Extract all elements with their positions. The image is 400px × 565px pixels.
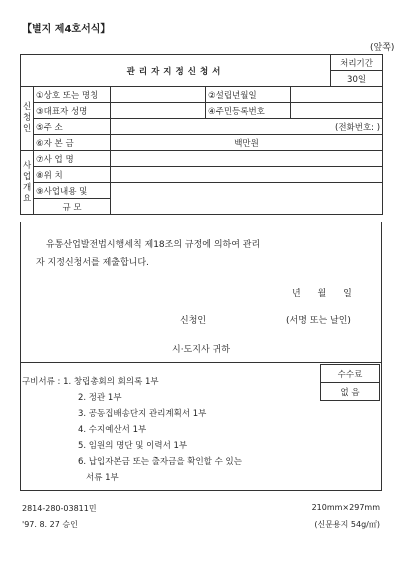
business-content-value[interactable] (111, 183, 383, 215)
form-title: 관리자지정신청서 (21, 55, 331, 87)
fee-value: 없 음 (321, 383, 380, 401)
applicant-group-label: 신 청 인 (21, 87, 34, 151)
footer-size: 210mm×297mm (311, 503, 380, 512)
business-name-value[interactable] (111, 151, 383, 167)
business-content-label: ⑨사업내용 및 (34, 183, 111, 199)
processing-label: 처리기간 (331, 55, 383, 71)
footer-code: 2814-280-03811민 (22, 504, 97, 513)
applicant-label: 신청인 (180, 316, 207, 326)
footer-paper: (신문용지 54g/㎡) (314, 520, 380, 529)
seal-label: (서명 또는 날인) (286, 316, 351, 326)
location-value[interactable] (111, 167, 383, 183)
required-documents (22, 374, 242, 486)
documents-label: 구비서류 : 1. 창립총회의 회의록 1부 (22, 377, 159, 387)
document-item: 5. 임원의 명단 및 이력서 1부 (78, 441, 188, 451)
company-name-label: ①상호 또는 명칭 (34, 87, 111, 103)
business-group-label: 사 업 개 요 (21, 151, 34, 215)
company-name-value[interactable] (111, 87, 206, 103)
document-item: 2. 정관 1부 (78, 393, 122, 403)
business-scale-label: 규 모 (34, 199, 111, 215)
representative-value[interactable] (111, 103, 206, 119)
document-item: 서류 1부 (86, 473, 119, 483)
capital-value[interactable]: 백만원 (111, 135, 383, 151)
established-label: ②설립년월일 (206, 87, 291, 103)
processing-days: 30일 (331, 71, 383, 87)
fee-table (320, 364, 380, 401)
statement-line-1: 유통산업발전법시행세칙 제18조의 규정에 의하여 관리 (46, 240, 261, 250)
fee-label: 수수료 (321, 365, 380, 383)
form-number: 【별지 제4호서식】 (22, 24, 111, 35)
page-side: (앞쪽) (370, 43, 395, 53)
capital-label: ⑥자 본 금 (34, 135, 111, 151)
address-label: ⑤주 소 (34, 119, 111, 135)
representative-label: ③대표자 성명 (34, 103, 111, 119)
addressee: 시·도지사 귀하 (172, 345, 230, 355)
document-item: 4. 수지예산서 1부 (78, 425, 147, 435)
application-table (20, 54, 383, 215)
location-label: ⑧위 치 (34, 167, 111, 183)
business-name-label: ⑦사 업 명 (34, 151, 111, 167)
document-item: 3. 공동집배송단지 관리계획서 1부 (78, 409, 207, 419)
footer-approval: '97. 8. 27 승인 (22, 520, 78, 529)
document-item: 6. 납입자본금 또는 출자금을 확인할 수 있는 (78, 457, 242, 467)
established-value[interactable] (291, 87, 383, 103)
statement (36, 236, 366, 272)
resident-no-label: ④주민등록번호 (206, 103, 291, 119)
date-line: 년 월 일 (292, 289, 352, 299)
statement-line-2: 자 지정신청서를 제출합니다. (36, 258, 149, 268)
resident-no-value[interactable] (291, 103, 383, 119)
phone-field[interactable]: (전화번호: ) (111, 119, 383, 135)
